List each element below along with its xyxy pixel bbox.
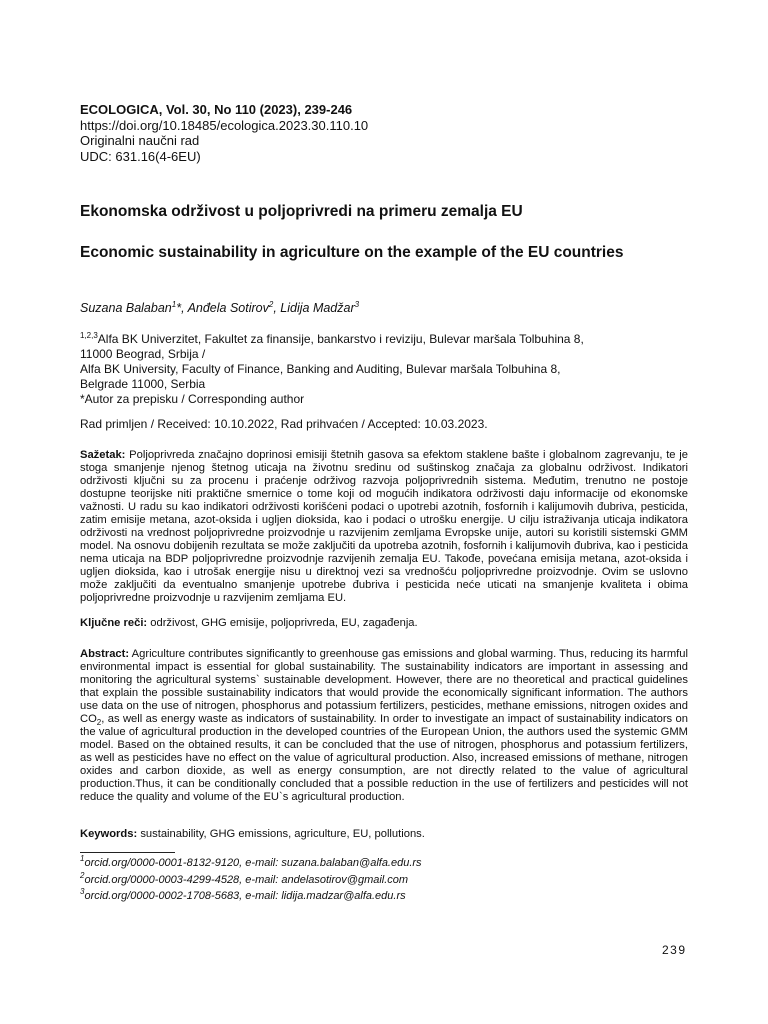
author-affiliation-mark: 3 xyxy=(354,300,360,309)
footnote xyxy=(80,854,422,869)
title-english: Economic sustainability in agriculture on the example of the EU countries xyxy=(80,244,624,261)
author-list: Suzana Balaban$^1$*, Anđela Sotirov$^2$, Lidija Madžar$^3$ xyxy=(80,300,360,315)
keywords-english xyxy=(80,828,688,841)
footnote-text[interactable]: orcid.org/0000-0003-4299-4528, e-mail: andelasotirov@gmail.com xyxy=(84,874,409,886)
submission-dates: Rad primljen / Received: 10.10.2022, Rad prihvaćen / Accepted: 10.03.2023. xyxy=(80,417,488,431)
affiliation-line: Alfa BK Univerzitet, Fakultet za finansije, bankarstvo i reviziju, Bulevar maršala Tolbuhina 8, xyxy=(97,332,584,346)
doi-link[interactable]: https://doi.org/10.18485/ecologica.2023.30.110.10 xyxy=(80,117,369,133)
affiliation-mark: 1,2,3 xyxy=(80,331,98,340)
abstract-text: Poljoprivreda značajno doprinosi emisiji štetnih gasova sa efektom staklene bašte i globalnom zagrevanju, te je stoga smanjenje njenog štetnog uticaja na životnu sredinu od suštinskog značaja za globalnu održivost. Indikatori održivosti ključni su za procenu i praćenje održivog razvoja poljoprivrednih sistema. Međutim, trenutno ne postoje dostupne teorijske niti praktične smernice o tome koji od mogućih indikatora održivosti daju informacije od ekonomske važnosti. U radu su kao indikatori održivosti korišćeni podaci o upotrebi azotnih, fosfornih i kalijumovih đubriva, pesticida, zatim emisije metana, azot-oksida i ugljen dioksida, kao i podaci o utrošku energije. U cilju istraživanja uticaja indikatora održivosti na vrednost poljoprivredne proizvodnje u razvijenim zemljama Evropske unije, autori su koristili sistemski GMM model. Na osnovu dobijenih rezultata se može zaključiti da upotreba azotnih, fosfornih i kalijumovih đubriva, kao i pesticida nema uticaja na BDP poljoprivredne proizvodnje razvijenih zemalja EU. Takođe, povećana emisija metana, azot-oksida i ugljen dioksida, kao i utrošak energije nisu u direktnoj vezi sa vrednošću poljoprivredne proizvodnje. Ovim se uslovno može zaključiti da eventualno smanjenje upotrebe đubriva i pesticida neće uticati na smanjenje kvaliteta i obima poljoprivredne proizvodnje u razvijenim zemljama EU. xyxy=(80,449,688,604)
keywords-label: Keywords: xyxy=(80,828,138,840)
journal-citation: ECOLOGICA, Vol. 30, No 110 (2023), 239-246 xyxy=(80,102,353,117)
subscript: 2 xyxy=(96,718,102,728)
author-name: Anđela Sotirov xyxy=(187,301,269,315)
abstract-text: , as well as energy waste as indicators of sustainability. In order to investigate an impact of sustainability indicators on the value of agricultural production in the developed countries of the European Union, the authors used the systemic GMM model. Based on the obtained results, it can be concluded that the use of nitrogen, phosphorus and potassium fertilizers, as well as pesticides have no effect on the value of agricultural production. Also, increased emissions of methane, nitrogen oxides and carbon dioxide, as well as energy consumption, are not directly related to the value of agricultural production.Thus, it can be conditionally concluded that a possible reduction in the use of fertilizers and pesticides will not reduce the quality and volume of the EU`s agricultural production. xyxy=(80,713,688,803)
affiliation-block xyxy=(80,332,584,407)
keywords-label: Ključne reči: xyxy=(80,617,148,629)
author-name: Suzana Balaban xyxy=(80,301,172,315)
footnote-mark: 1 xyxy=(80,854,85,863)
footnote xyxy=(80,871,409,886)
corresponding-mark: * xyxy=(176,301,182,315)
udc-code: UDC: 631.16(4-6EU) xyxy=(80,148,201,164)
footnote-text[interactable]: orcid.org/0000-0001-8132-9120, e-mail: suzana.balaban@alfa.edu.rs xyxy=(84,857,422,869)
abstract-serbian xyxy=(80,449,688,605)
keywords-text: održivost, GHG emisije, poljoprivreda, EU, zagađenja. xyxy=(150,617,418,629)
author-name: Lidija Madžar xyxy=(280,301,355,315)
abstract-english xyxy=(80,648,688,804)
article-type: Originalni naučni rad xyxy=(80,133,200,148)
affiliation-line: Belgrade 11000, Serbia xyxy=(80,377,206,391)
author-affiliation-mark: 2 xyxy=(268,300,274,309)
corresponding-author-note: *Autor za prepisku / Corresponding author xyxy=(80,392,305,406)
abstract-label: Sažetak: xyxy=(80,449,126,461)
title-serbian: Ekonomska održivost u poljoprivredi na primeru zemalja EU xyxy=(80,203,523,220)
footnote xyxy=(80,887,406,902)
affiliation-line: 11000 Beograd, Srbija / xyxy=(80,347,206,361)
page-number: 239 xyxy=(662,943,687,957)
footnote-mark: 3 xyxy=(80,887,85,896)
footnote-mark: 2 xyxy=(80,871,85,880)
footnote-divider xyxy=(80,852,175,853)
footnote-text[interactable]: orcid.org/0000-0002-1708-5683, e-mail: lidija.madzar@alfa.edu.rs xyxy=(84,890,406,902)
journal-header xyxy=(80,102,368,164)
keywords-text: sustainability, GHG emissions, agriculture, EU, pollutions. xyxy=(140,828,425,840)
affiliation-line: Alfa BK University, Faculty of Finance, Banking and Auditing, Bulevar maršala Tolbuhina 8, xyxy=(80,362,561,376)
keywords-serbian xyxy=(80,617,688,630)
abstract-label: Abstract: xyxy=(80,648,130,660)
author-affiliation-mark: 1 xyxy=(171,300,177,309)
abstract-text: Agriculture contributes significantly to greenhouse gas emissions and global warming. Thus, reducing its harmful environmental impact is essential for global sustainability. The sustainability indicators are important in assessing and monitoring the agricultural systems` sustainable development. However, there are no theoretical and practical guidelines that explain the possible sustainability indicators that would provide the economically significant information. The authors use data on the use of nitrogen, phosphorus and potassium fertilizers, pesticides, methane emissions, nitrogen oxides and CO xyxy=(80,648,688,725)
